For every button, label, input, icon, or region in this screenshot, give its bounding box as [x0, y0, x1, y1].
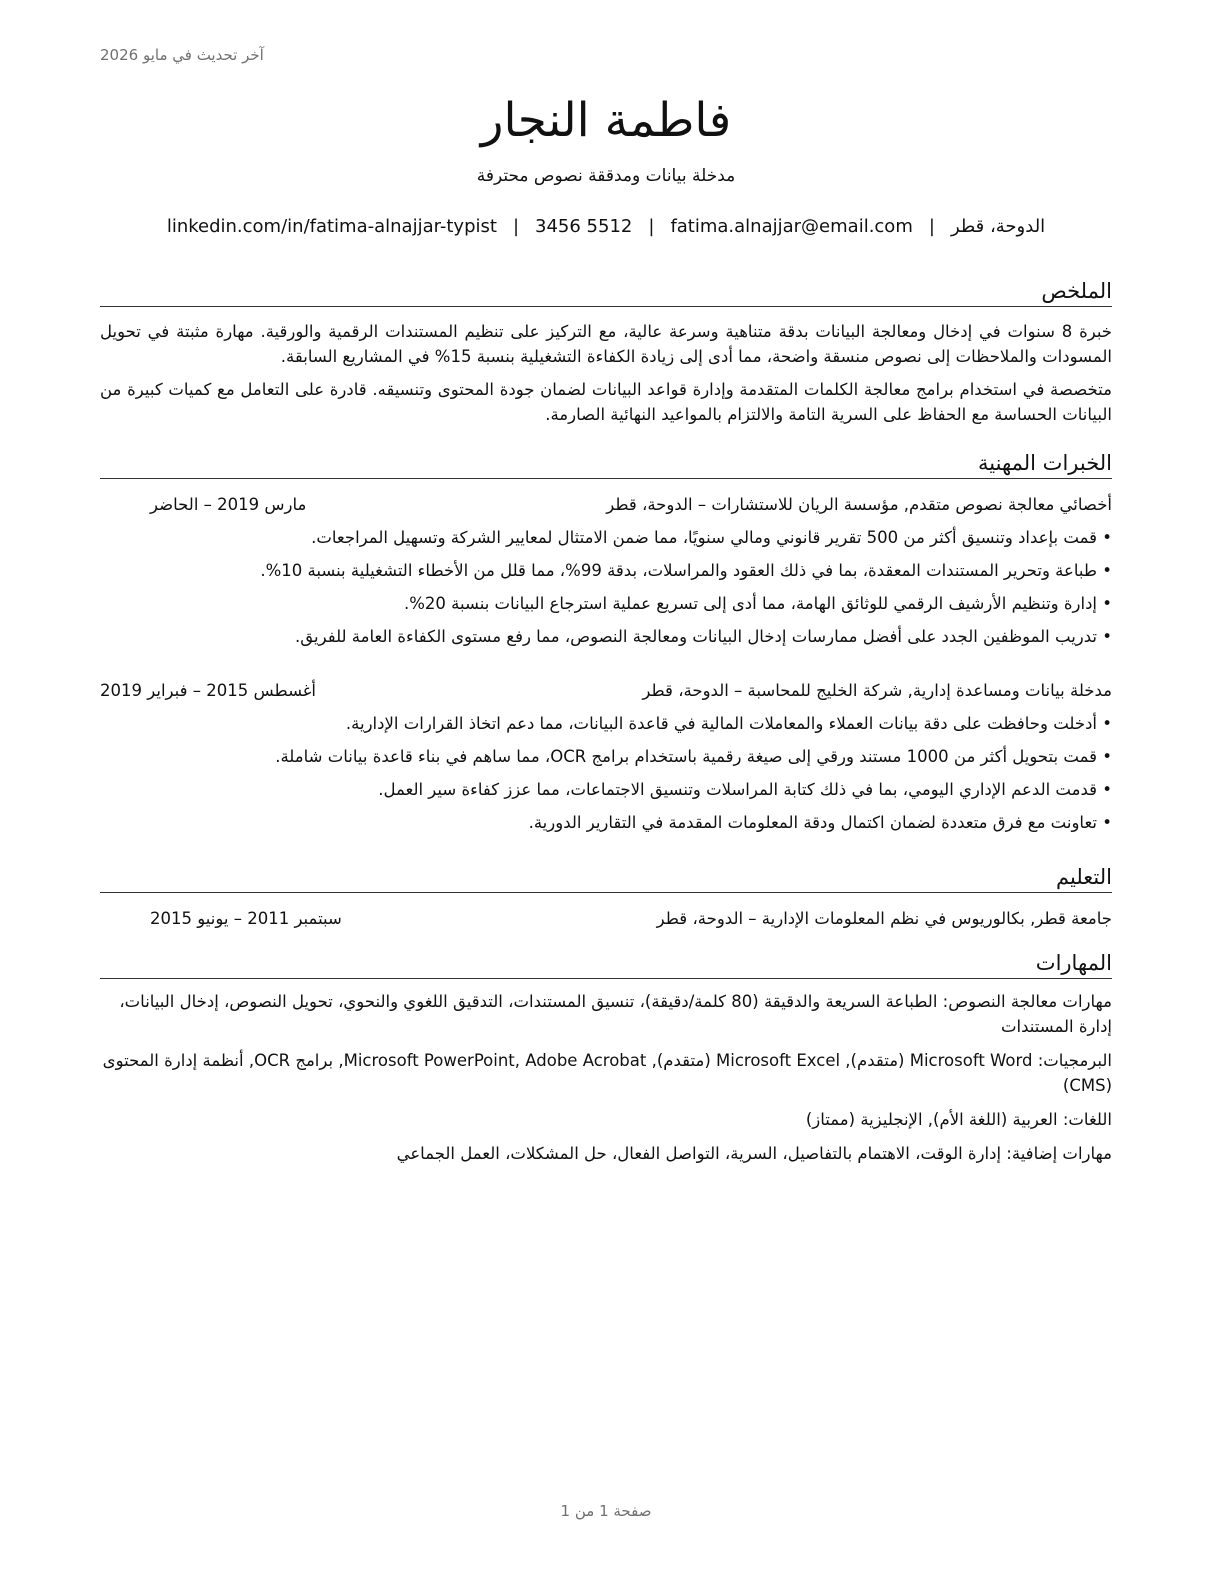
contact-separator: | [648, 216, 655, 237]
experience-section [100, 448, 1112, 835]
skills-line: مهارات معالجة النصوص: الطباعة السريعة والدقيقة (80 كلمة/دقيقة)، تنسيق المستندات، التدقيق اللغوي والنحوي، تحويل النصوص، إدخال البيانات، إدارة المستندات [119, 992, 1112, 1036]
job-bullet: • إدارة وتنظيم الأرشيف الرقمي للوثائق الهامة، مما أدى إلى تسريع عملية استرجاع البيانات بنسبة 20%. [100, 592, 1112, 616]
contact-location: الدوحة، قطر [950, 216, 1046, 237]
job-title: مدخلة بيانات ومساعدة إدارية, شركة الخليج للمحاسبة – الدوحة، قطر [642, 681, 1112, 700]
job-bullet: • تدريب الموظفين الجدد على أفضل ممارسات إدخال البيانات ومعالجة النصوص، مما رفع مستوى الكفاءة العامة للفريق. [100, 625, 1112, 649]
contact-separator: | [928, 216, 935, 237]
contact-email[interactable]: fatima.alnajjar@email.com [670, 216, 913, 237]
education-degree: جامعة قطر, بكالوريوس في نظم المعلومات الإدارية – الدوحة، قطر [656, 909, 1112, 928]
contact-linkedin[interactable]: linkedin.com/in/fatima-alnajjar-typist [166, 216, 497, 237]
page-number: صفحة 1 من 1 [560, 1502, 652, 1520]
candidate-name: فاطمة النجار [480, 93, 732, 148]
skills-line: مهارات إضافية: إدارة الوقت، الاهتمام بالتفاصيل، السرية، التواصل الفعال، حل المشكلات، العمل الجماعي [396, 1144, 1112, 1163]
summary-paragraph: متخصصة في استخدام برامج معالجة الكلمات المتقدمة وإدارة قواعد البيانات لضمان جودة المحتوى وتنسيقه. قادرة على التعامل مع كميات كبيرة من البيانات الحساسة مع الحفاظ على السرية التامة والالتزام بالمواعيد النهائية الصارمة. [100, 380, 1112, 424]
job-bullet: • قمت بتحويل أكثر من 1000 مستند ورقي إلى صيغة رقمية باستخدام برامج OCR، مما ساهم في بناء قاعدة بيانات شاملة. [100, 745, 1112, 769]
job-bullet: • قمت بإعداد وتنسيق أكثر من 500 تقرير قانوني ومالي سنويًا، مما ضمن الامتثال لمعايير الشركة وتسهيل المراجعات. [100, 526, 1112, 550]
job-bullet: • قدمت الدعم الإداري اليومي، بما في ذلك كتابة المراسلات وتنسيق الاجتماعات، مما عزز كفاءة سير العمل. [100, 778, 1112, 802]
education-entry [100, 907, 1112, 931]
job-bullet: • طباعة وتحرير المستندات المعقدة، بما في ذلك العقود والمراسلات، بدقة 99%، مما قلل من الأخطاء التشغيلية بنسبة 10%. [100, 559, 1112, 583]
job-dates: أغسطس 2015 – فبراير 2019 [100, 681, 316, 700]
last-updated-note: آخر تحديث في مايو 2026 [100, 46, 264, 64]
skills-line: البرمجيات: Microsoft Word (متقدم), Microsoft Excel (متقدم), Microsoft PowerPoint, Adobe Acrobat, برامج OCR, أنظمة إدارة المحتوى (CMS) [102, 1051, 1112, 1095]
skills-line: اللغات: العربية (اللغة الأم), الإنجليزية (ممتاز) [805, 1110, 1112, 1129]
education-heading: التعليم [100, 862, 1112, 893]
summary-heading: الملخص [100, 276, 1112, 307]
job-header [100, 493, 1112, 517]
job-bullets [100, 526, 1112, 649]
job-bullet: • أدخلت وحافظت على دقة بيانات العملاء والمعاملات المالية في قاعدة البيانات، مما دعم اتخاذ القرارات الإدارية. [100, 712, 1112, 736]
job-dates: مارس 2019 – الحاضر [150, 495, 307, 514]
contact-phone: 3456 5512 [535, 216, 633, 237]
job-bullets [100, 712, 1112, 835]
job-title: أخصائي معالجة نصوص متقدم, مؤسسة الريان للاستشارات – الدوحة، قطر [606, 495, 1112, 514]
education-dates: سبتمبر 2011 – يونيو 2015 [150, 909, 342, 928]
skills-heading: المهارات [100, 948, 1112, 979]
candidate-subtitle: مدخلة بيانات ومدققة نصوص محترفة [476, 166, 736, 186]
summary-section [100, 276, 1112, 427]
contact-line [100, 216, 1112, 237]
experience-heading: الخبرات المهنية [100, 448, 1112, 479]
summary-paragraph: خبرة 8 سنوات في إدخال ومعالجة البيانات بدقة متناهية وسرعة عالية، مع التركيز على تنظيم المستندات الرقمية والورقية. مهارة مثبتة في تحويل المسودات والملاحظات إلى نصوص منسقة واضحة، مما أدى إلى زيادة الكفاءة التشغيلية بنسبة 15% في المشاريع السابقة. [100, 322, 1112, 366]
contact-separator: | [512, 216, 520, 237]
resume-header [100, 90, 1112, 237]
job-header [100, 679, 1112, 703]
job-bullet: • تعاونت مع فرق متعددة لضمان اكتمال ودقة المعلومات المقدمة في التقارير الدورية. [100, 811, 1112, 835]
education-section [100, 862, 1112, 931]
resume-page [100, 0, 1112, 1584]
skills-section [100, 948, 1112, 1166]
